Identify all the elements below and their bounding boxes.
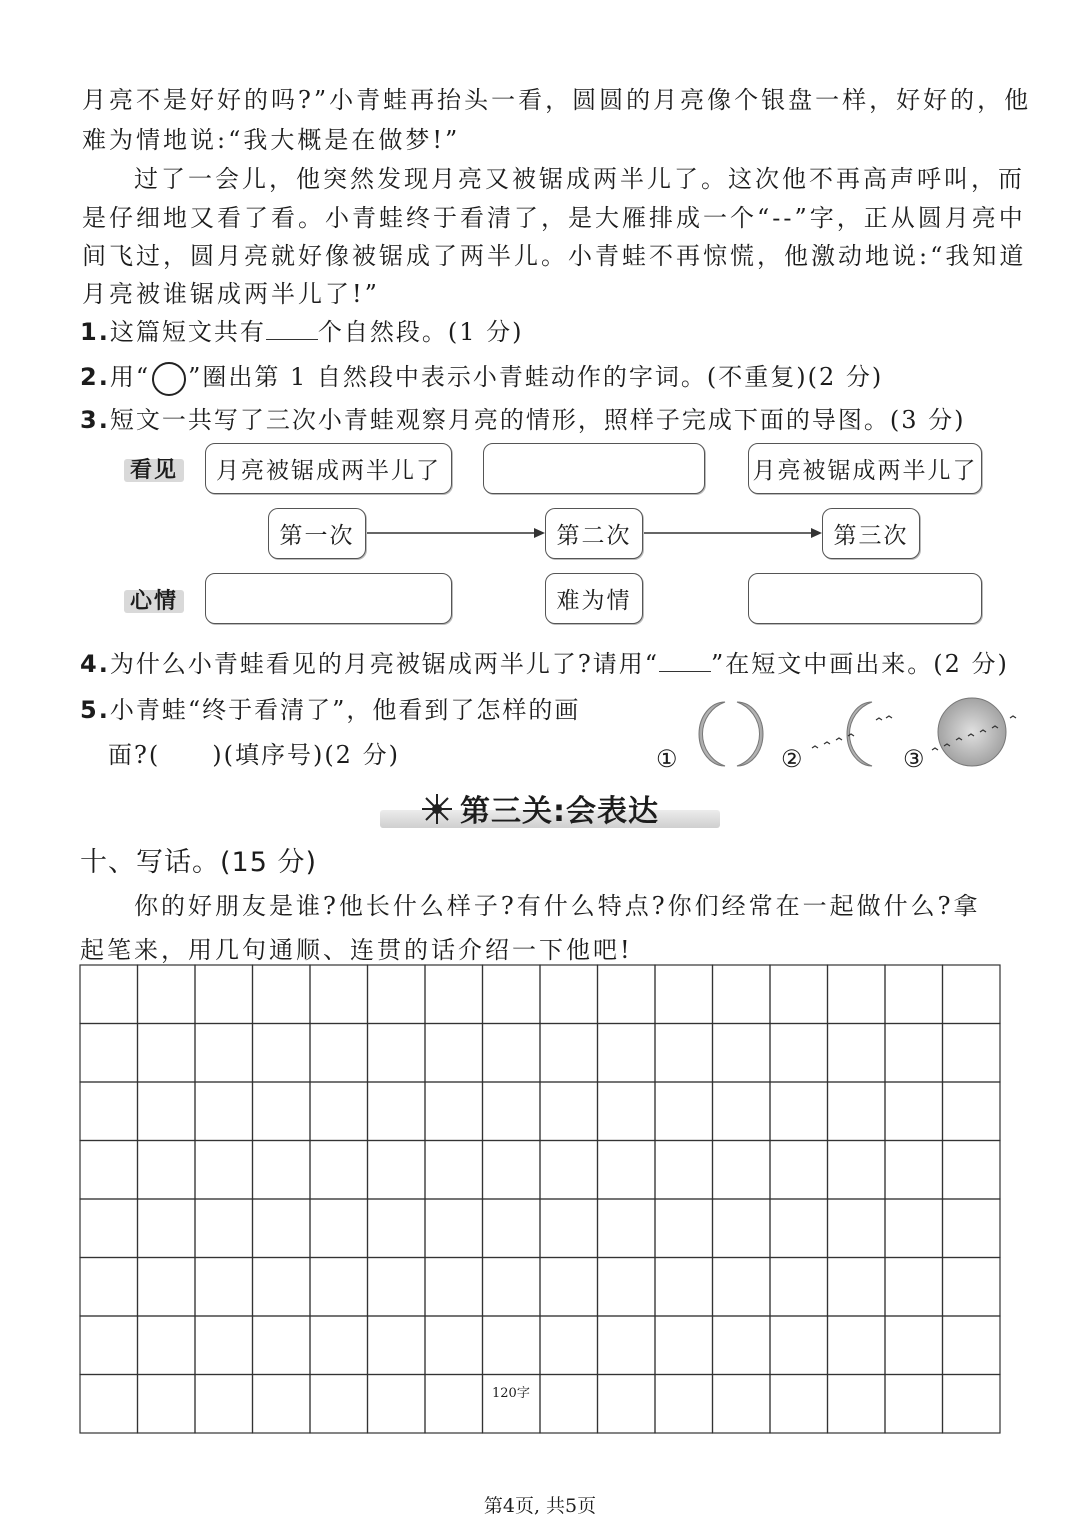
grid-word-count-note: 120字 <box>492 1386 530 1401</box>
passage-line-2: 难为情地说:“我大概是在做梦!” <box>82 126 461 154</box>
question-text: 这篇短文共有 <box>109 318 266 346</box>
grid-cell[interactable] <box>253 965 311 1024</box>
writing-prompt-line-1: 你的好朋友是谁?他长什么样子?有什么特点?你们经常在一起做什么?拿 <box>134 892 981 920</box>
grid-cell[interactable] <box>598 1082 656 1141</box>
passage-line-1: 月亮不是好好的吗?”小青蛙再抬头一看，圆圆的月亮像个银盘一样，好好的，他 <box>82 86 1032 114</box>
grid-cell[interactable] <box>885 965 943 1024</box>
grid-cell[interactable] <box>598 1258 656 1317</box>
grid-cell[interactable] <box>713 1082 771 1141</box>
moon-pictures <box>650 690 1030 780</box>
grid-cell[interactable] <box>770 1082 828 1141</box>
grid-cell[interactable] <box>828 1316 886 1375</box>
grid-cell[interactable] <box>425 1141 483 1200</box>
grid-cell[interactable] <box>310 965 368 1024</box>
writing-title: 十、写话。(15 分) <box>80 847 318 878</box>
passage-line-6: 月亮被谁锯成两半儿了!” <box>82 280 380 308</box>
grid-cell[interactable] <box>253 1258 311 1317</box>
grid-cell[interactable] <box>368 1258 426 1317</box>
row-label-mood: 心情 <box>130 584 178 615</box>
grid-cell[interactable] <box>540 1258 598 1317</box>
grid-cell[interactable] <box>828 965 886 1024</box>
grid-cell[interactable] <box>655 1024 713 1083</box>
sparkle-icon <box>420 792 454 826</box>
question-text: ”圈出第 1 自然段中表示小青蛙动作的字词。(不重复)(2 分) <box>188 363 884 391</box>
grid-cell[interactable] <box>885 1375 943 1434</box>
grid-cell[interactable] <box>138 1024 196 1083</box>
grid-cell[interactable] <box>885 1199 943 1258</box>
grid-cell[interactable] <box>540 1141 598 1200</box>
grid-cell[interactable] <box>80 965 138 1024</box>
grid-cell[interactable] <box>310 1258 368 1317</box>
grid-cell[interactable] <box>885 1258 943 1317</box>
grid-cell[interactable] <box>483 1199 541 1258</box>
moon-picture-1 <box>699 702 763 766</box>
grid-cell[interactable] <box>943 1375 1001 1434</box>
grid-cell[interactable] <box>138 1375 196 1434</box>
moon-picture-3 <box>932 698 1016 766</box>
question-text: 用“ <box>109 363 151 391</box>
grid-cell[interactable] <box>195 1141 253 1200</box>
grid-cell[interactable] <box>885 1316 943 1375</box>
question-text: 短文一共写了三次小青蛙观察月亮的情形，照样子完成下面的导图。(3 分) <box>109 406 966 434</box>
question-text: ”在短文中画出来。(2 分) <box>710 650 1009 678</box>
moon-label-3: ③ <box>903 745 925 773</box>
time-box-1: 第一次 <box>268 508 366 559</box>
grid-cell[interactable] <box>195 1316 253 1375</box>
passage-line-3: 过了一会儿，他突然发现月亮又被锯成两半儿了。这次他不再高声呼叫，而 <box>134 165 1025 193</box>
grid-cell[interactable] <box>368 1375 426 1434</box>
grid-cell[interactable] <box>598 1024 656 1083</box>
question-text: 小青蛙“终于看清了”，他看到了怎样的画 <box>109 696 581 724</box>
grid-cell[interactable] <box>425 1082 483 1141</box>
grid-cell[interactable] <box>828 1024 886 1083</box>
moon-label-1: ① <box>656 745 678 773</box>
grid-cell[interactable] <box>828 1258 886 1317</box>
grid-cell[interactable] <box>828 1199 886 1258</box>
question-number: 1. <box>80 318 110 346</box>
grid-cell[interactable] <box>195 1375 253 1434</box>
grid-cell[interactable] <box>483 1024 541 1083</box>
grid-cell[interactable] <box>253 1024 311 1083</box>
grid-cell[interactable] <box>943 1199 1001 1258</box>
mood-box-2: 难为情 <box>545 573 643 624</box>
grid-cell[interactable] <box>425 1199 483 1258</box>
grid-cell[interactable] <box>195 1199 253 1258</box>
grid-cell[interactable] <box>828 1141 886 1200</box>
mood-box-3-answer[interactable] <box>748 573 982 624</box>
grid-cell[interactable] <box>368 1316 426 1375</box>
grid-cell[interactable] <box>195 1024 253 1083</box>
grid-cell[interactable] <box>138 965 196 1024</box>
grid-cell[interactable] <box>425 1024 483 1083</box>
grid-cell[interactable] <box>368 1082 426 1141</box>
grid-cell[interactable] <box>425 965 483 1024</box>
grid-cell[interactable] <box>713 1199 771 1258</box>
grid-cell[interactable] <box>368 1024 426 1083</box>
grid-cell[interactable] <box>253 1375 311 1434</box>
grid-cell[interactable] <box>598 1375 656 1434</box>
passage-line-5: 间飞过，圆月亮就好像被锯成了两半儿。小青蛙不再惊慌，他激动地说:“我知道 <box>82 242 1027 270</box>
time-box-3: 第三次 <box>822 508 920 559</box>
grid-cell[interactable] <box>713 1024 771 1083</box>
grid-cell[interactable] <box>598 1199 656 1258</box>
grid-cell[interactable] <box>598 1316 656 1375</box>
grid-cell[interactable] <box>483 1316 541 1375</box>
grid-cell[interactable] <box>655 1316 713 1375</box>
grid-cell[interactable] <box>770 1199 828 1258</box>
question-5-line-1 <box>80 690 580 725</box>
grid-cell[interactable] <box>655 1258 713 1317</box>
grid-cell[interactable] <box>425 1258 483 1317</box>
passage-line-4: 是仔细地又看了看。小青蛙终于看清了，是大雁排成一个“--”字，正从圆月亮中 <box>82 204 1026 232</box>
question-number: 2. <box>80 363 110 391</box>
grid-cell[interactable] <box>598 1141 656 1200</box>
grid-cell[interactable] <box>138 1316 196 1375</box>
grid-cell[interactable] <box>195 1082 253 1141</box>
grid-cell[interactable] <box>540 1375 598 1434</box>
grid-cell[interactable] <box>770 1316 828 1375</box>
grid-cell[interactable] <box>310 1316 368 1375</box>
grid-cell[interactable] <box>80 1199 138 1258</box>
moon-label-2: ② <box>781 745 803 773</box>
grid-cell[interactable] <box>713 1258 771 1317</box>
question-5-line-2: 面?( )(填序号)(2 分) <box>108 741 400 769</box>
grid-cell[interactable] <box>655 1375 713 1434</box>
grid-cell[interactable] <box>310 1199 368 1258</box>
grid-cell[interactable] <box>138 1258 196 1317</box>
section-banner-title: 第三关:会表达 <box>460 794 659 829</box>
see-box-3: 月亮被锯成两半儿了 <box>748 443 982 494</box>
grid-cell[interactable] <box>80 1375 138 1434</box>
grid-cell[interactable] <box>195 1258 253 1317</box>
question-number: 3. <box>80 406 110 434</box>
grid-cell[interactable] <box>310 1082 368 1141</box>
see-box-1: 月亮被锯成两半儿了 <box>205 443 452 494</box>
grid-cell[interactable] <box>770 1375 828 1434</box>
grid-cell[interactable] <box>828 1082 886 1141</box>
grid-cell[interactable] <box>943 1141 1001 1200</box>
question-4 <box>80 644 1009 679</box>
grid-cell[interactable] <box>80 1316 138 1375</box>
grid-cell[interactable] <box>713 1375 771 1434</box>
grid-cell[interactable] <box>943 1024 1001 1083</box>
grid-cell[interactable] <box>828 1375 886 1434</box>
grid-cell[interactable] <box>540 1316 598 1375</box>
row-label-see: 看见 <box>130 453 178 484</box>
grid-cell[interactable] <box>540 1024 598 1083</box>
question-number: 5. <box>80 696 110 724</box>
question-text: 个自然段。(1 分) <box>317 318 524 346</box>
grid-cell[interactable] <box>80 1082 138 1141</box>
grid-cell[interactable] <box>310 1141 368 1200</box>
grid-cell[interactable] <box>943 1258 1001 1317</box>
grid-cell[interactable] <box>770 1024 828 1083</box>
grid-cell[interactable] <box>540 965 598 1024</box>
grid-cell[interactable] <box>368 1199 426 1258</box>
page-footer: 第4页, 共5页 <box>483 1495 597 1517</box>
grid-cell[interactable] <box>655 1082 713 1141</box>
grid-cell[interactable] <box>253 1316 311 1375</box>
grid-cell[interactable] <box>310 1375 368 1434</box>
grid-cell[interactable] <box>713 965 771 1024</box>
grid-cell[interactable] <box>598 965 656 1024</box>
question-number: 4. <box>80 650 110 678</box>
grid-cell[interactable] <box>885 1141 943 1200</box>
grid-cell[interactable] <box>425 1316 483 1375</box>
grid-cell[interactable] <box>885 1024 943 1083</box>
grid-cell[interactable] <box>943 1316 1001 1375</box>
grid-cell[interactable] <box>885 1082 943 1141</box>
moon-picture-2 <box>812 702 892 766</box>
grid-cell[interactable] <box>253 1199 311 1258</box>
grid-cell[interactable] <box>425 1375 483 1434</box>
grid-cell[interactable] <box>943 965 1001 1024</box>
grid-cell[interactable] <box>483 1141 541 1200</box>
grid-cell[interactable] <box>540 1199 598 1258</box>
grid-cell[interactable] <box>310 1024 368 1083</box>
grid-cell[interactable] <box>483 1082 541 1141</box>
grid-cell[interactable] <box>368 1141 426 1200</box>
writing-grid[interactable] <box>78 963 1002 1435</box>
grid-cell[interactable] <box>138 1082 196 1141</box>
grid-cell[interactable] <box>368 965 426 1024</box>
grid-cell[interactable] <box>483 1258 541 1317</box>
grid-cell[interactable] <box>138 1141 196 1200</box>
grid-cell[interactable] <box>195 965 253 1024</box>
grid-cell[interactable] <box>655 1199 713 1258</box>
grid-cell[interactable] <box>655 965 713 1024</box>
grid-cell[interactable] <box>770 1258 828 1317</box>
grid-cell[interactable] <box>770 965 828 1024</box>
grid-cell[interactable] <box>253 1141 311 1200</box>
grid-cell[interactable] <box>713 1316 771 1375</box>
grid-cell[interactable] <box>80 1024 138 1083</box>
underline-sample <box>659 651 711 672</box>
grid-cell[interactable] <box>483 965 541 1024</box>
grid-cell[interactable] <box>655 1141 713 1200</box>
grid-cell[interactable] <box>713 1141 771 1200</box>
mood-box-1-answer[interactable] <box>205 573 452 624</box>
grid-cell[interactable] <box>943 1082 1001 1141</box>
grid-cell[interactable] <box>80 1258 138 1317</box>
writing-prompt-line-2: 起笔来，用几句通顺、连贯的话介绍一下他吧! <box>80 936 633 964</box>
grid-cell[interactable] <box>770 1141 828 1200</box>
question-text: 为什么小青蛙看见的月亮被锯成两半儿了?请用“ <box>109 650 659 678</box>
time-box-2: 第二次 <box>545 508 643 559</box>
grid-cell[interactable] <box>253 1082 311 1141</box>
grid-cell[interactable] <box>540 1082 598 1141</box>
grid-cell[interactable] <box>138 1199 196 1258</box>
grid-cell[interactable] <box>80 1141 138 1200</box>
